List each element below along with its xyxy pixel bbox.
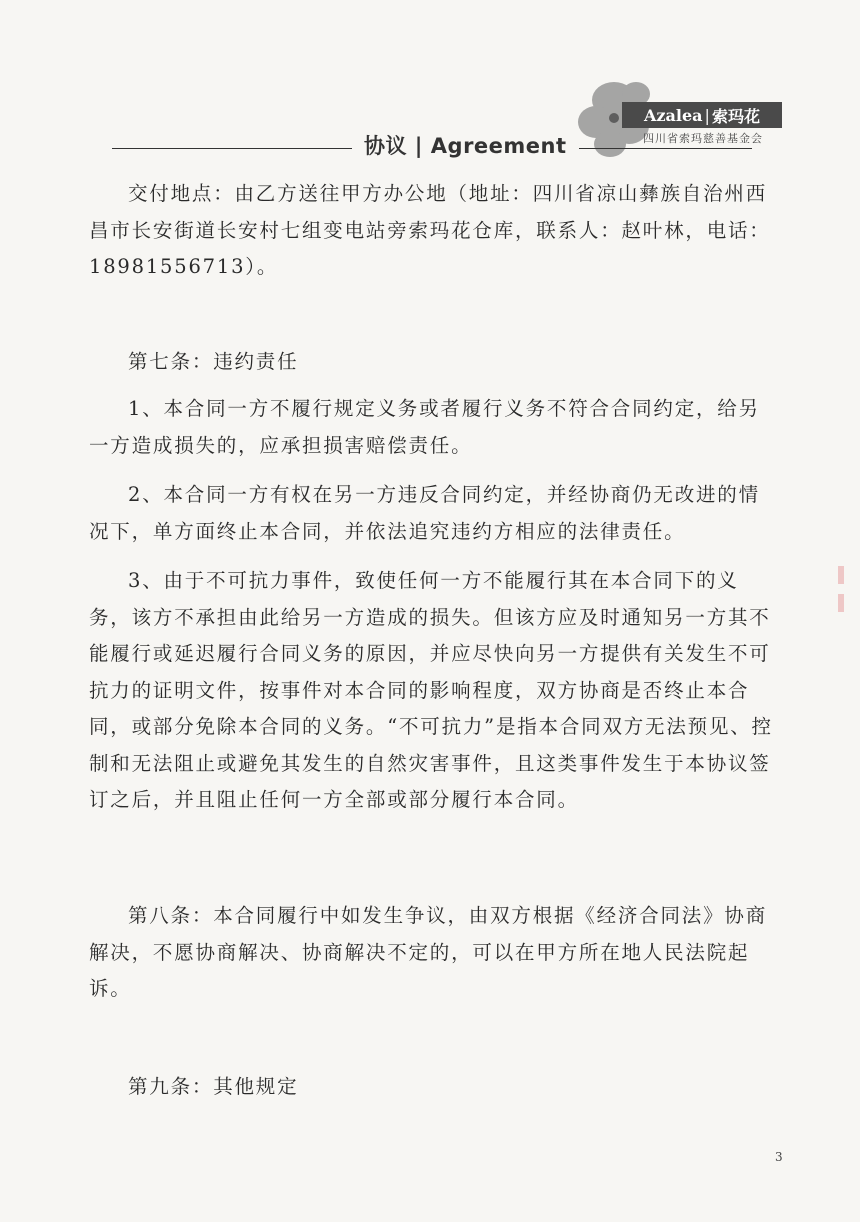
scan-edge-mark (838, 566, 844, 584)
article-7-item-1: 1、本合同一方不履行规定义务或者履行义务不符合合同约定，给另一方造成损失的，应承担损害赔偿责任。 (89, 397, 760, 457)
article-7-title: 第七条：违约责任 (128, 350, 299, 373)
article-7-item-3: 3、由于不可抗力事件，致使任何一方不能履行其在本合同下的义务，该方不承担由此给另一方造成的损失。但该方应及时通知另一方其不能履行或延迟履行合同义务的原因，并应尽快向另一方提供有关发生不可抗力的证明文件，按事件对本合同的影响程度，双方协商是否终止本合同，或部分免除本合同的义务。“不可抗力”是指本合同双方无法预见、控制和无法阻止或避免其发生的自然灾害事件，且这类事件发生于本协议签订之后，并且阻止任何一方全部或部分履行本合同。 (89, 569, 773, 811)
article-9-title: 第九条：其他规定 (128, 1075, 299, 1098)
delivery-paragraph: 交付地点：由乙方送往甲方办公地（地址：四川省凉山彝族自治州西昌市长安街道长安村七组变电站旁索玛花仓库，联系人：赵叶林，电话：18981556713）。 (89, 182, 771, 278)
page-number: 3 (775, 1150, 783, 1164)
logo-separator: | (704, 105, 710, 125)
article-7-item-2: 2、本合同一方有权在另一方违反合同约定，并经协商仍无改进的情况下，单方面终止本合同，并依法追究违约方相应的法律责任。 (89, 483, 760, 543)
logo-brand-english: Azalea (644, 105, 703, 125)
article-8-paragraph: 第八条：本合同履行中如发生争议，由双方根据《经济合同法》协商解决，不愿协商解决、协商解决不定的，可以在甲方所在地人民法院起诉。 (89, 904, 768, 1000)
header-title: 协议 | Agreement (352, 130, 579, 160)
logo-brand-chinese: 索玛花 (711, 106, 760, 126)
scan-edge-mark (838, 594, 844, 612)
logo-subtitle: 四川省索玛慈善基金会 (643, 132, 763, 145)
logo-brand-bar (622, 102, 782, 128)
